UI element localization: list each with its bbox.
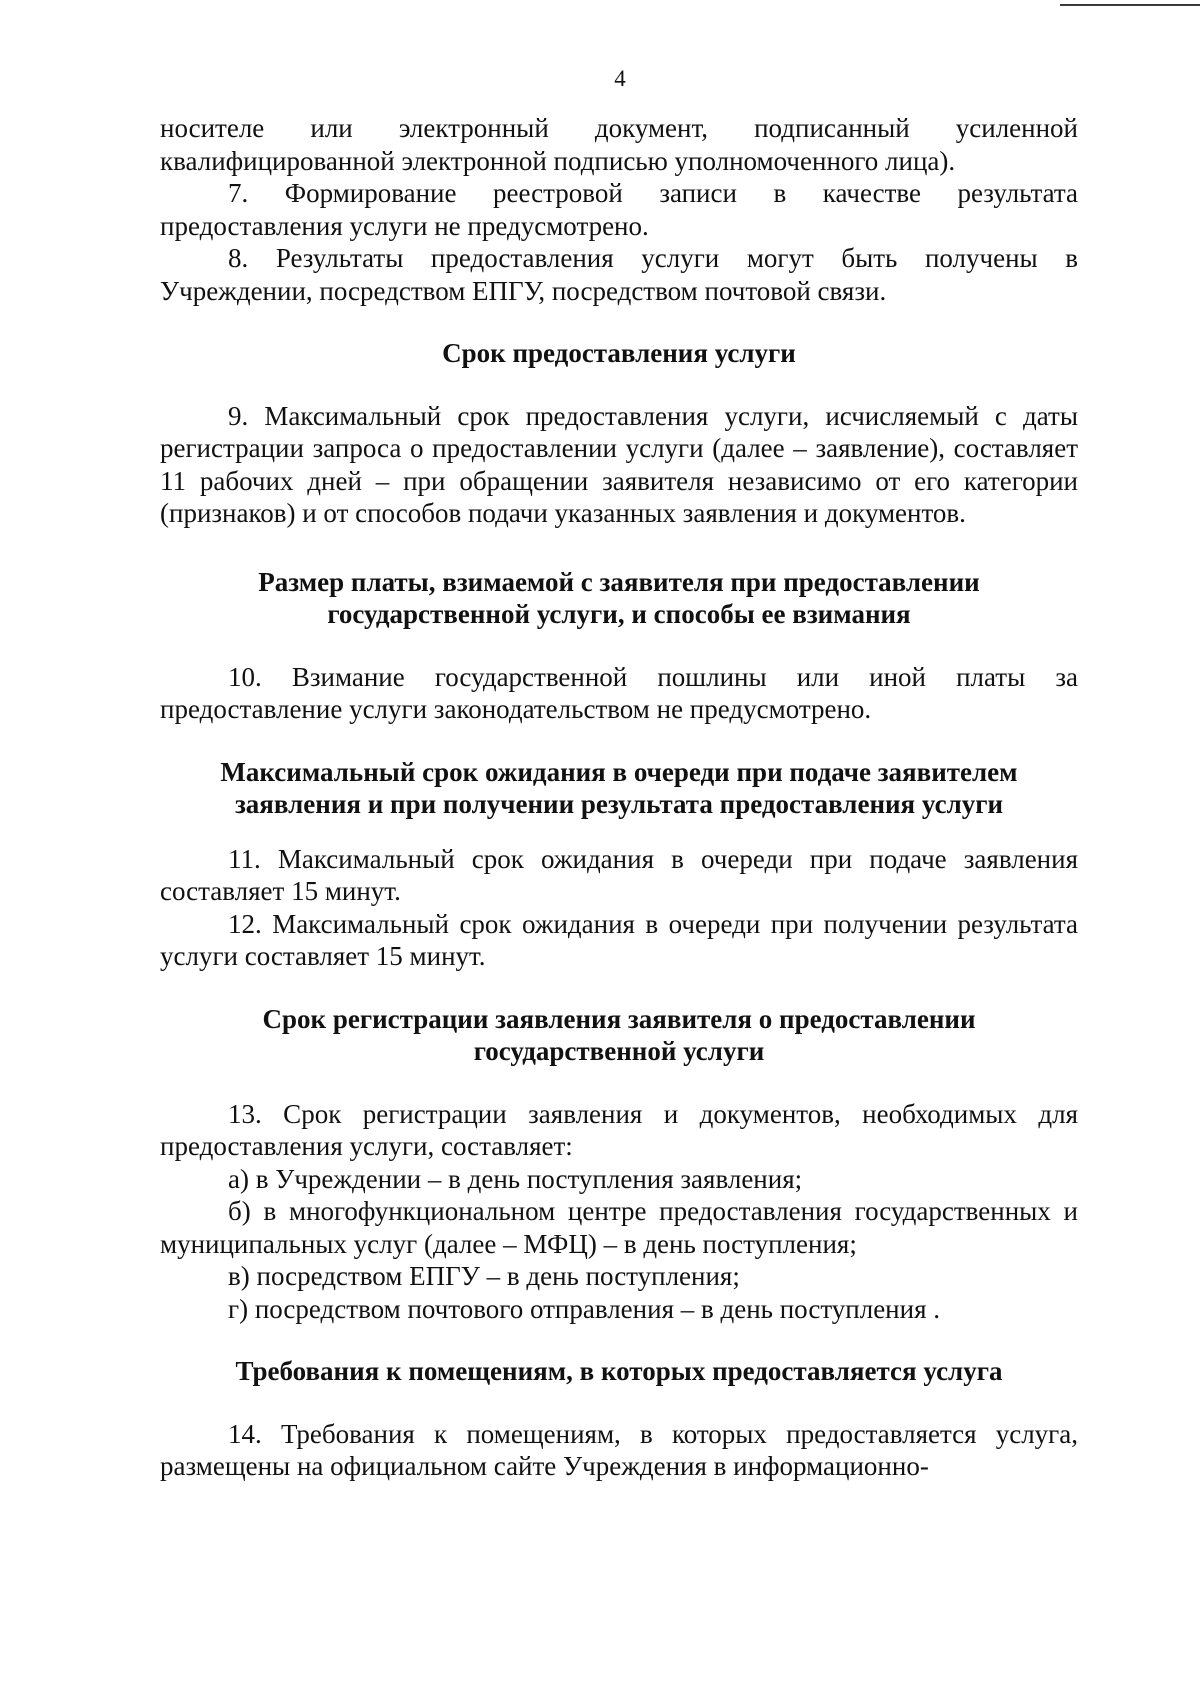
paragraph-13-a: а) в Учреждении – в день поступления заявления; [228, 1163, 803, 1194]
heading-premises: Требования к помещениям, в которых предоставляется услуга [235, 1356, 1003, 1386]
heading-service-term: Срок предоставления услуги [442, 338, 796, 368]
paragraph-12: 12. Максимальный срок ожидания в очереди при получении результата услуги составляет 15 минут. [160, 908, 1078, 971]
heading-queue-line-1: Максимальный срок ожидания в очереди при подаче заявителем [220, 756, 1018, 787]
paragraph-7: 7. Формирование реестровой записи в качестве результата предоставления услуги не предусмотрено. [160, 178, 1078, 241]
paragraph-13-c: в) посредством ЕПГУ – в день поступления; [228, 1261, 740, 1291]
paragraph-continuation: носителе или электронный документ, подписанный усиленной квалифицированной электронной подписью уполномоченного лица). [160, 113, 1078, 176]
document-body [160, 112, 1078, 1483]
heading-fee-line-1: Размер платы, взимаемой с заявителя при предоставлении [258, 566, 980, 597]
heading-fee [160, 566, 1078, 631]
paragraph-10: 10. Взимание государственной пошлины или иной платы за предоставление услуги законодательством не предусмотрено. [160, 661, 1078, 724]
paragraph-13: 13. Срок регистрации заявления и документов, необходимых для предоставления услуги, составляет: [160, 1098, 1078, 1161]
paragraph-14: 14. Требования к помещениям, в которых предоставляется услуга, размещены на официальном сайте Учреждения в информационно- [160, 1418, 1078, 1481]
heading-registration-line-2: государственной услуги [473, 1036, 765, 1066]
paragraph-13-b: б) в многофункциональном центре предоставления государственных и муниципальных услуг (далее – МФЦ) – в день поступления; [160, 1196, 1078, 1259]
heading-queue [160, 756, 1078, 821]
paragraph-8: 8. Результаты предоставления услуги могут быть получены в Учреждении, посредством ЕПГУ, посредством почтовой связи. [160, 243, 1078, 306]
heading-fee-line-2: государственной услуги, и способы ее взимания [327, 599, 911, 629]
heading-registration-line-1: Срок регистрации заявления заявителя о предоставлении [262, 1003, 976, 1034]
paragraph-13-d: г) посредством почтового отправления – в день поступления . [228, 1293, 940, 1324]
page-number: 4 [614, 66, 626, 91]
paragraph-9: 9. Максимальный срок предоставления услуги, исчисляемый с даты регистрации запроса о предоставлении услуги (далее – заявление), составляет 11 рабочих дней – при обращении заявителя независимо от его категории (признаков) и от способов подачи указанных заявления и документов. [160, 400, 1078, 528]
heading-queue-line-2: заявления и при получении результата предоставления услуги [234, 789, 1004, 819]
scan-edge-line [1060, 4, 1200, 6]
heading-registration [160, 1003, 1078, 1068]
paragraph-11: 11. Максимальный срок ожидания в очереди при подаче заявления составляет 15 минут. [160, 843, 1078, 906]
